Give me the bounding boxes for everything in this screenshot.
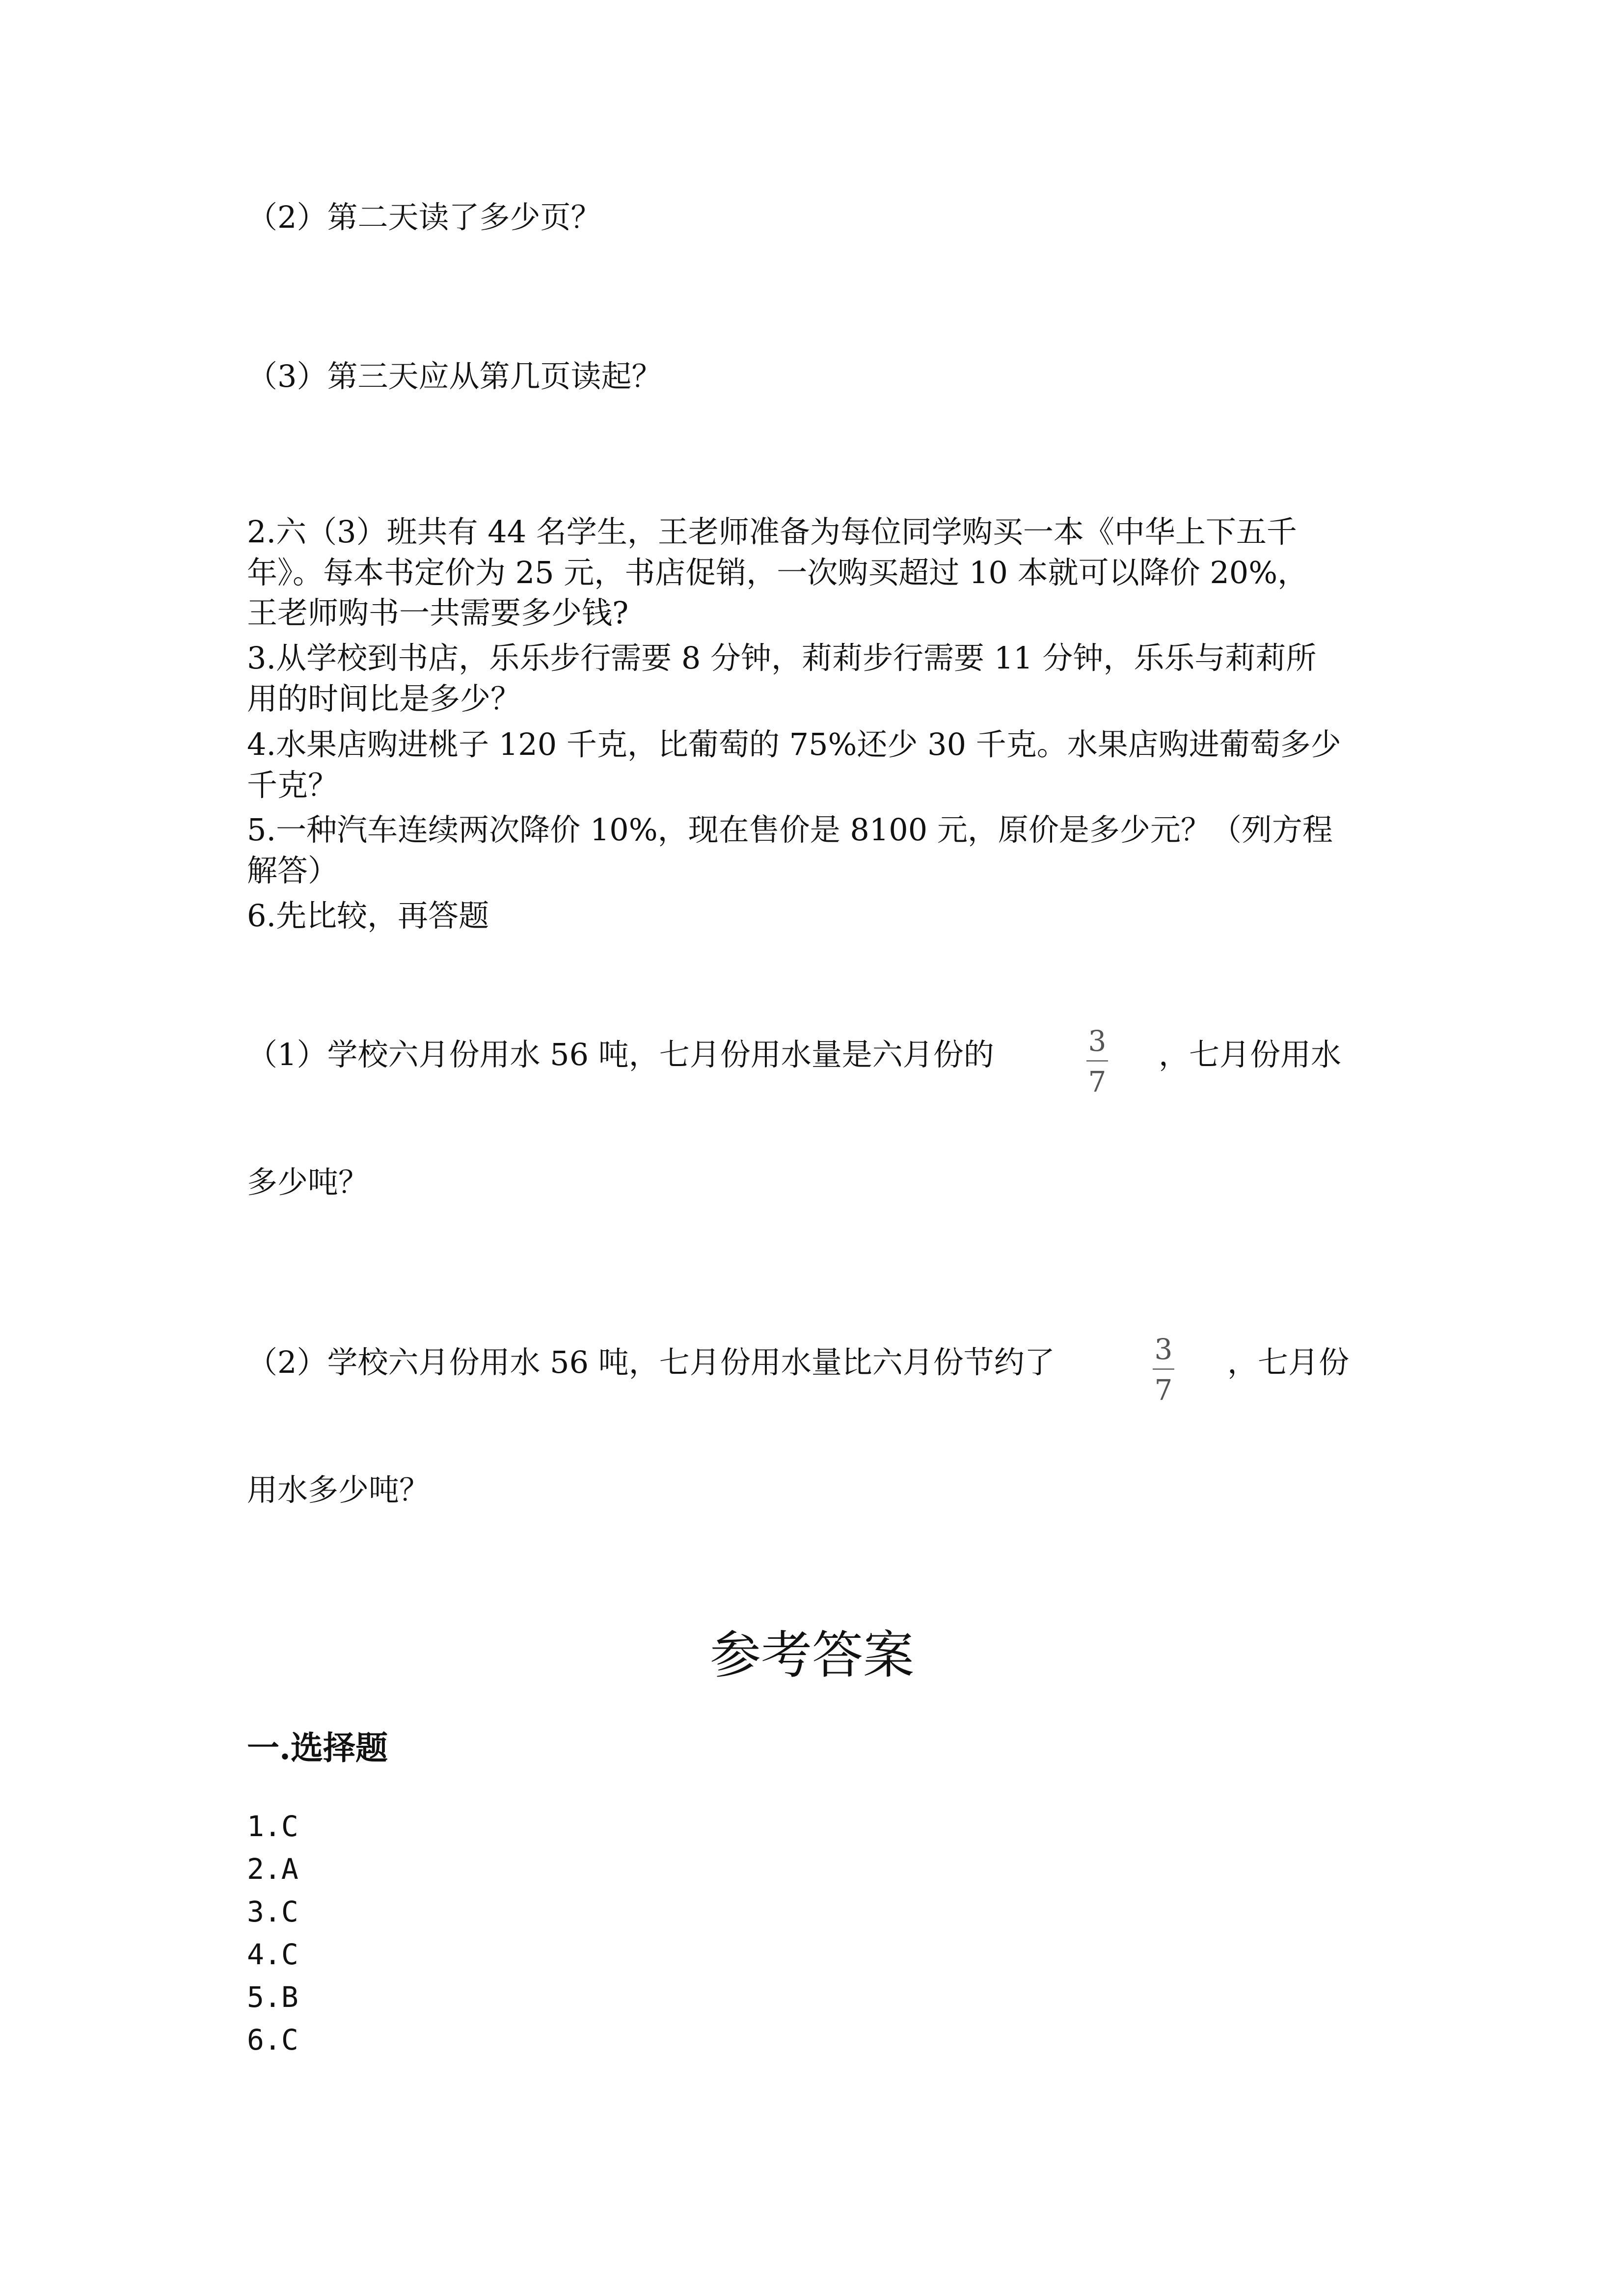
fraction-numerator: 3 <box>1154 1333 1173 1366</box>
question-4-line-2: 千克？ <box>247 767 339 803</box>
fraction-denominator: 7 <box>1154 1373 1173 1407</box>
answer-item: 4.C <box>247 1938 298 1971</box>
question-5-line-1: 5.一种汽车连续两次降价 10%，现在售价是 8100 元，原价是多少元？（列方程 <box>247 812 1333 848</box>
question-2-line-3: 王老师购书一共需要多少钱? <box>247 595 629 631</box>
question-1-part-2: （2）第二天读了多少页？ <box>247 199 601 235</box>
question-2-line-1: 2.六（3）班共有 44 名学生，王老师准备为每位同学购买一本《中华上下五千 <box>247 514 1297 550</box>
answer-item: 2.A <box>247 1852 298 1886</box>
question-6-part-1-text-a: （1）学校六月份用水 56 吨，七月份用水量是六月份的 <box>247 1037 994 1072</box>
fraction-bar <box>1153 1368 1174 1370</box>
question-6-part-2-text-a: （2）学校六月份用水 56 吨，七月份用水量比六月份节约了 <box>247 1344 1055 1380</box>
fraction-denominator: 7 <box>1088 1065 1107 1098</box>
question-5-line-2: 解答） <box>247 853 339 888</box>
fraction-numerator: 3 <box>1088 1024 1107 1058</box>
fraction-bar <box>1086 1060 1108 1062</box>
question-4-line-1: 4.水果店购进桃子 120 千克，比葡萄的 75%还少 30 千克。水果店购进葡萄多少 <box>247 726 1341 762</box>
question-3-line-1: 3.从学校到书店，乐乐步行需要 8 分钟，莉莉步行需要 11 分钟，乐乐与莉莉所 <box>247 640 1317 676</box>
section-heading: 一.选择题 <box>247 1729 388 1767</box>
question-1-part-3: （3）第三天应从第几页读起？ <box>247 358 662 394</box>
question-6-part-1-text-b: ，七月份用水 <box>1159 1037 1342 1072</box>
question-6-title: 6.先比较，再答题 <box>247 898 489 934</box>
answer-item: 3.C <box>247 1895 298 1928</box>
question-6-part-2-text-b: ，七月份 <box>1227 1344 1350 1380</box>
question-3-line-2: 用的时间比是多少？ <box>247 681 521 717</box>
answer-item: 5.B <box>247 1980 298 2014</box>
question-6-part-2-line-2: 用水多少吨？ <box>247 1472 430 1508</box>
fraction-three-sevenths <box>1083 1024 1112 1098</box>
question-6-part-1-line-2: 多少吨？ <box>247 1164 369 1200</box>
fraction-three-sevenths <box>1149 1333 1178 1407</box>
answer-key-title: 参考答案 <box>709 1625 914 1685</box>
question-2-line-2: 年》。每本书定价为 25 元，书店促销，一次购买超过 10 本就可以降价 20%， <box>247 555 1308 590</box>
answer-item: 6.C <box>247 2023 298 2056</box>
answer-item: 1.C <box>247 1810 298 1843</box>
